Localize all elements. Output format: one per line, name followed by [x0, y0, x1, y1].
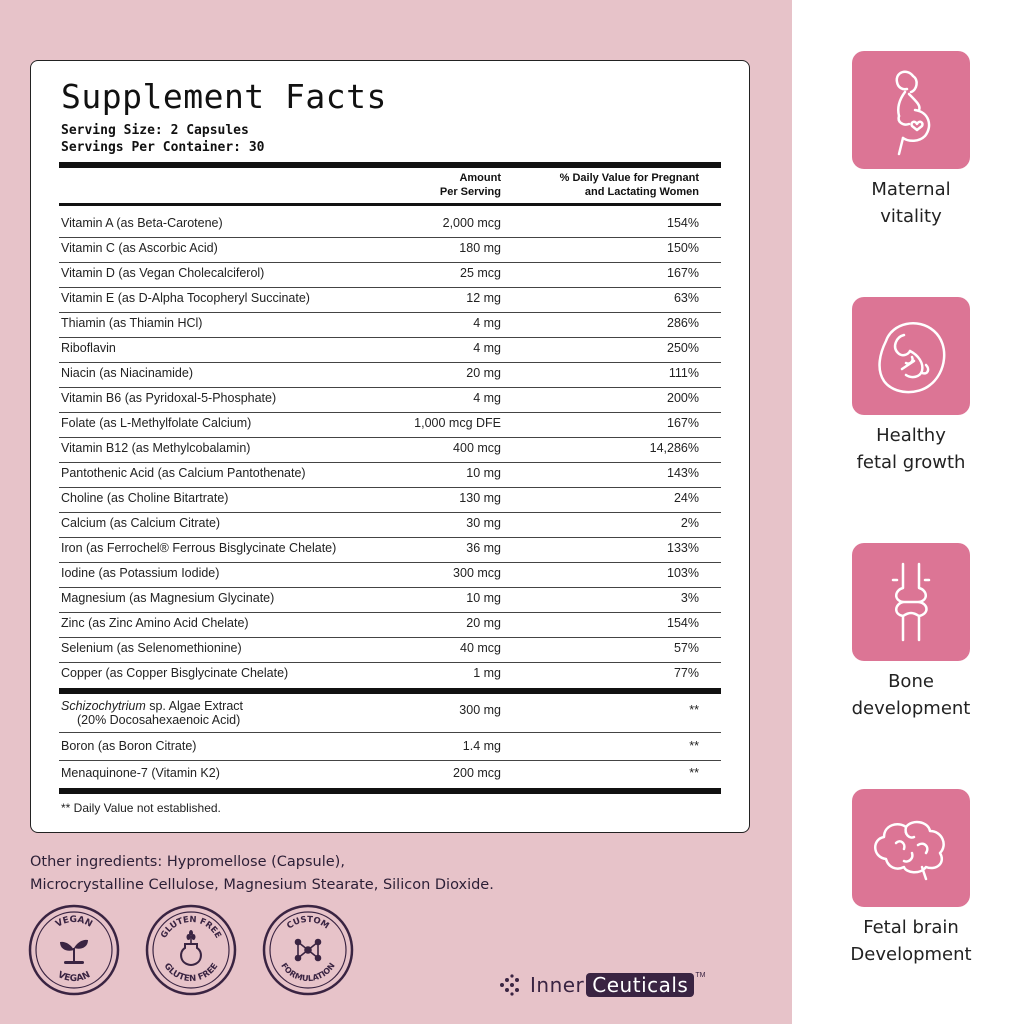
nutrient-amount: 4 mg — [473, 341, 501, 355]
amount-column-header — [440, 171, 501, 199]
row-divider — [59, 562, 721, 563]
amount-header-line2: Per Serving — [439, 186, 501, 198]
row-divider — [59, 387, 721, 388]
wheat-jar-icon — [181, 930, 201, 965]
nutrient-name: Vitamin D (as Vegan Cholecalciferol) — [61, 266, 265, 280]
nutrient-name: Niacin (as Niacinamide) — [61, 366, 193, 380]
row-divider — [59, 587, 721, 588]
nutrient-name: Iodine (as Potassium Iodide) — [61, 566, 220, 580]
nutrient-name: Vitamin E (as D-Alpha Tocopheryl Succinate) — [61, 291, 310, 305]
algae-extract-amount: 300 mg — [459, 703, 501, 717]
brand-trademark: TM — [695, 972, 706, 979]
nutrient-amount: 400 mcg — [453, 441, 501, 455]
nutrient-amount: 12 mg — [466, 291, 501, 305]
maternal-vitality-tile — [852, 51, 970, 169]
bone-development-label — [812, 668, 1010, 722]
brand-ceuticals: Ceuticals — [586, 973, 694, 997]
row-divider — [59, 237, 721, 238]
nutrient-amount: 25 mcg — [460, 266, 501, 280]
gluten-top-text: GLUTEN FREE — [159, 914, 223, 941]
supplement-facts-title: Supplement Facts — [61, 77, 387, 116]
nutrient-amount: 36 mg — [466, 541, 501, 555]
nutrient-daily-value: 133% — [667, 541, 699, 555]
brand-mark-icon — [498, 973, 522, 997]
algae-extract-dv: ** — [689, 703, 699, 717]
nutrient-amount: 300 mcg — [453, 566, 501, 580]
vegan-top-text: VEGAN — [54, 914, 94, 930]
nutrient-daily-value: 167% — [667, 266, 699, 280]
row-divider — [59, 437, 721, 438]
nutrient-daily-value: 2% — [680, 516, 699, 530]
nutrient-daily-value: 24% — [673, 491, 699, 505]
boron-dv: ** — [689, 739, 699, 753]
other-ingredients — [30, 851, 590, 897]
row-divider — [59, 412, 721, 413]
nutrient-name: Choline (as Choline Bitartrate) — [61, 491, 229, 505]
nutrient-amount: 2,000 mcg — [442, 216, 501, 230]
boron-name: Boron (as Boron Citrate) — [61, 739, 197, 753]
row-divider — [59, 462, 721, 463]
nutrient-name: Vitamin C (as Ascorbic Acid) — [61, 241, 218, 255]
row-divider — [59, 262, 721, 263]
nutrient-amount: 20 mg — [466, 366, 501, 380]
row-divider — [59, 512, 721, 513]
vitamin-k2-dv: ** — [689, 766, 699, 780]
serving-size: Serving Size: 2 Capsules — [61, 123, 249, 138]
nutrient-name: Thiamin (as Thiamin HCl) — [61, 316, 203, 330]
nutrient-name: Folate (as L-Methylfolate Calcium) — [61, 416, 252, 430]
daily-value-column-header — [560, 171, 699, 199]
nutrient-daily-value: 154% — [667, 216, 699, 230]
nutrient-name: Magnesium (as Magnesium Glycinate) — [61, 591, 275, 605]
column-header-divider — [59, 203, 721, 206]
custom-top-text: CUSTOM — [285, 914, 331, 932]
nutrient-daily-value: 200% — [667, 391, 699, 405]
other-ingredients-line1: Other ingredients: Hypromellose (Capsule), — [30, 854, 345, 870]
fetal-brain-label — [812, 914, 1010, 968]
nutrient-amount: 4 mg — [473, 391, 501, 405]
nutrient-name: Vitamin A (as Beta-Carotene) — [61, 216, 223, 230]
vegan-badge — [28, 904, 120, 996]
fetal-growth-tile — [852, 297, 970, 415]
sprout-icon — [60, 940, 88, 964]
benefit-line1: Bone — [888, 671, 934, 692]
molecule-icon — [296, 940, 321, 961]
nutrient-name: Vitamin B12 (as Methylcobalamin) — [61, 441, 251, 455]
other-ingredients-line2: Microcrystalline Cellulose, Magnesium Stearate, Silicon Dioxide. — [30, 877, 494, 893]
footnote: ** Daily Value not established. — [61, 801, 221, 815]
pregnant-woman-icon — [869, 62, 953, 158]
row-divider — [59, 487, 721, 488]
nutrient-daily-value: 14,286% — [649, 441, 699, 455]
custom-formulation-badge — [262, 904, 354, 996]
benefit-line2: vitality — [880, 206, 942, 227]
fetal-brain-tile — [852, 789, 970, 907]
footer-bar — [59, 788, 721, 794]
nutrient-amount: 1 mg — [473, 666, 501, 680]
nutrient-daily-value: 57% — [673, 641, 699, 655]
nutrient-amount: 10 mg — [466, 591, 501, 605]
nutrient-daily-value: 150% — [667, 241, 699, 255]
vegan-bottom-text: VEGAN — [55, 970, 92, 985]
nutrient-amount: 1,000 mcg DFE — [414, 416, 501, 430]
custom-bottom-text: FORMULATION — [279, 961, 337, 984]
servings-per-container: Servings Per Container: 30 — [61, 140, 265, 155]
nutrient-daily-value: 167% — [667, 416, 699, 430]
row-divider — [59, 637, 721, 638]
nutrient-name: Riboflavin — [61, 341, 116, 355]
amount-header-line1: Amount — [459, 172, 501, 184]
nutrient-amount: 4 mg — [473, 316, 501, 330]
maternal-vitality-label — [812, 176, 1010, 230]
row-divider — [59, 362, 721, 363]
nutrient-amount: 40 mcg — [460, 641, 501, 655]
nutrient-name: Copper (as Copper Bisglycinate Chelate) — [61, 666, 289, 680]
row-divider — [59, 337, 721, 338]
nutrient-amount: 180 mg — [459, 241, 501, 255]
benefit-line1: Maternal — [871, 179, 951, 200]
fetus-icon — [866, 311, 956, 401]
row-divider — [59, 312, 721, 313]
row-divider — [59, 662, 721, 663]
benefit-line2: development — [851, 698, 971, 719]
brain-icon — [866, 813, 956, 883]
nutrient-amount: 130 mg — [459, 491, 501, 505]
nutrient-amount: 20 mg — [466, 616, 501, 630]
section-divider — [59, 688, 721, 694]
nutrient-name: Iron (as Ferrochel® Ferrous Bisglycinate Chelate) — [61, 541, 337, 555]
row-divider — [59, 537, 721, 538]
benefit-line2: fetal growth — [856, 452, 966, 473]
gluten-bottom-text: GLUTEN FREE — [161, 961, 221, 985]
nutrient-daily-value: 286% — [667, 316, 699, 330]
nutrient-daily-value: 143% — [667, 466, 699, 480]
benefit-line1: Fetal brain — [863, 917, 959, 938]
nutrient-daily-value: 111% — [668, 366, 699, 380]
vitamin-k2-name: Menaquinone-7 (Vitamin K2) — [61, 766, 220, 780]
row-divider — [59, 760, 721, 761]
algae-extract-detail: (20% Docosahexaenoic Acid) — [77, 713, 241, 727]
row-divider — [59, 612, 721, 613]
benefit-line1: Healthy — [876, 425, 946, 446]
boron-amount: 1.4 mg — [462, 739, 501, 753]
nutrient-name: Selenium (as Selenomethionine) — [61, 641, 242, 655]
nutrient-daily-value: 77% — [673, 666, 699, 680]
gluten-free-badge — [145, 904, 237, 996]
nutrient-daily-value: 250% — [667, 341, 699, 355]
row-divider — [59, 287, 721, 288]
brand-logo — [498, 972, 705, 998]
nutrient-daily-value: 63% — [673, 291, 699, 305]
supplement-facts-panel — [30, 60, 750, 833]
dv-header-line2: and Lactating Women — [584, 186, 699, 198]
nutrient-name: Pantothenic Acid (as Calcium Pantothenate) — [61, 466, 306, 480]
benefit-line2: Development — [850, 944, 972, 965]
bone-joint-icon — [881, 560, 941, 644]
nutrient-daily-value: 103% — [667, 566, 699, 580]
algae-genus: Schizochytrium — [61, 699, 146, 713]
nutrient-name: Vitamin B6 (as Pyridoxal-5-Phosphate) — [61, 391, 277, 405]
algae-rest: sp. Algae Extract — [145, 699, 244, 713]
dv-header-line1: % Daily Value for Pregnant — [559, 172, 699, 184]
header-bar — [59, 162, 721, 168]
nutrient-daily-value: 3% — [680, 591, 699, 605]
fetal-growth-label — [812, 422, 1010, 476]
algae-extract-name — [61, 699, 243, 713]
bone-development-tile — [852, 543, 970, 661]
nutrient-name: Calcium (as Calcium Citrate) — [61, 516, 221, 530]
nutrient-daily-value: 154% — [667, 616, 699, 630]
nutrient-amount: 10 mg — [466, 466, 501, 480]
row-divider — [59, 732, 721, 733]
vitamin-k2-amount: 200 mcg — [453, 766, 501, 780]
nutrient-amount: 30 mg — [466, 516, 501, 530]
nutrient-name: Zinc (as Zinc Amino Acid Chelate) — [61, 616, 249, 630]
brand-inner: Inner — [530, 973, 585, 997]
